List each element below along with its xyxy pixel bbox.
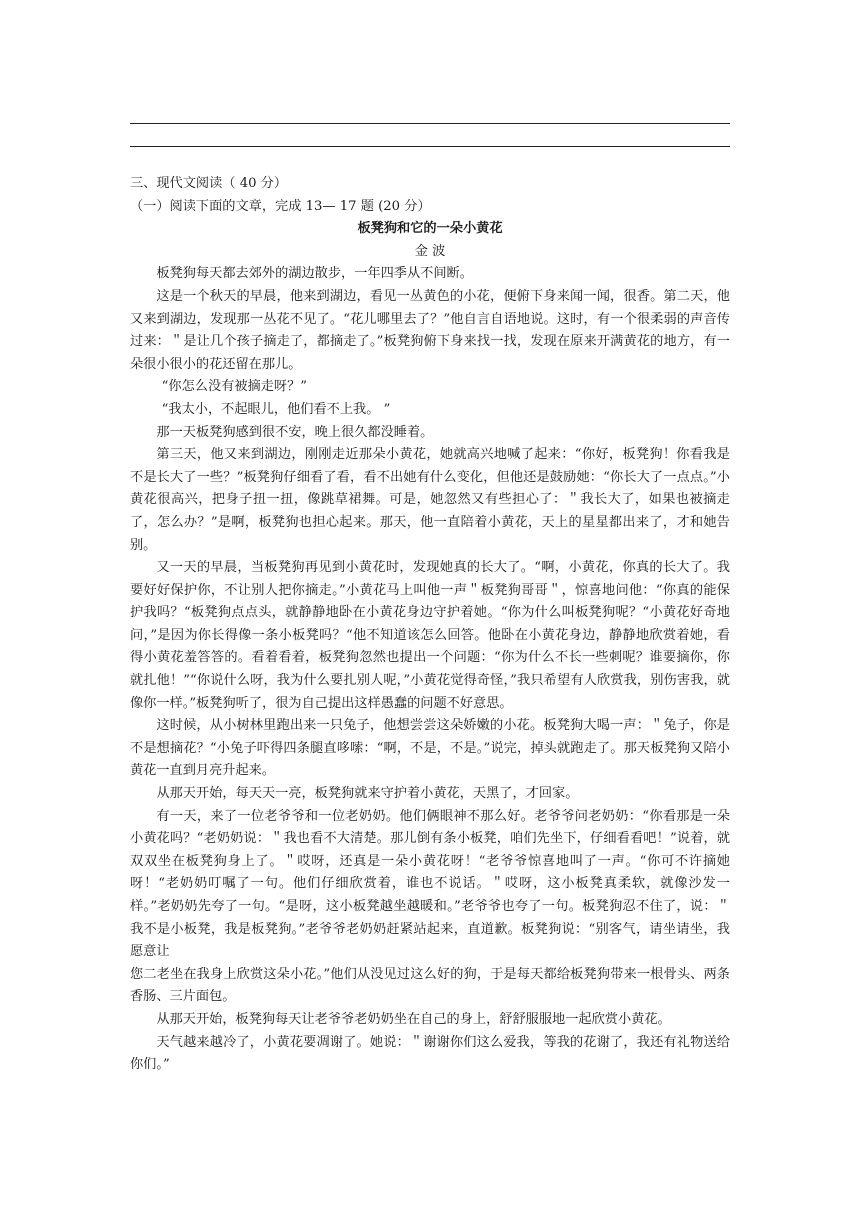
paragraph: 这时候，从小树林里跑出来一只兔子，他想尝尝这朵娇嫩的小花。板凳狗大喝一声：＂兔子，你是不是想摘花？“小兔子吓得四条腿直哆嗦：“啊，不是，不是。”说完，掉头就跑走了。那天板凳狗又陪小黄花一直到月亮升起来。	[130, 718, 730, 779]
question-instruction: （一）阅读下面的文章，完成 13— 17 题 (20 分）	[130, 198, 431, 214]
section-heading: 三、现代文阅读（ 40 分）	[130, 176, 288, 191]
paragraph: 那一天板凳狗感到很不安，晚上很久都没睡着。	[156, 424, 434, 440]
paragraph: 您二老坐在我身上欣赏这朵小花。”他们从没见过这么好的狗，于是每天都给板凳狗带来一根骨头、两条香肠、三片面包。	[130, 966, 730, 1005]
paragraph: “你怎么没有被摘走呀？”	[161, 379, 308, 395]
paragraph: 板凳狗每天都去郊外的湖边散步，一年四季从不间断。	[156, 266, 473, 282]
paragraph: 第三天，他又来到湖边，刚刚走近那朵小黄花，她就高兴地喊了起来：“你好，板凳狗！你看我是不是长大了一些？”板凳狗仔细看了看，看不出她有什么变化，但他还是鼓励她：“你长大了一点点。”小黄花很高兴，把身子扭一扭，像跳草裙舞。可是，她忽然又有些担心了：＂我长大了，如果也被摘走了，怎么办？”是啊，板凳狗也担心起来。那天，他一直陪着小黄花，天上的星星都出来了，才和她告别。	[130, 447, 730, 553]
paragraph: 从那天开始，每天天一亮，板凳狗就来守护着小黄花，天黑了，才回家。	[156, 786, 579, 802]
paragraph: 从那天开始，板凳狗每天让老爷爷老奶奶坐在自己的身上，舒舒服服地一起欣赏小黄花。	[156, 1011, 671, 1027]
paragraph: 这是一个秋天的早晨，他来到湖边，看见一丛黄色的小花，便俯下身来闻一闻，很香。第二天，他又来到湖边，发现那一丛花不见了。“花儿哪里去了？”他自言自语地说。这时，有一个很柔弱的声音传过来：＂是让几个孩子摘走了，都摘走了。”板凳狗俯下身来找一找，发现在原来开满黄花的地方，有一朵很小很小的花还留在那儿。	[130, 288, 730, 372]
article-title: 板凳狗和它的一朵小黄花	[357, 221, 503, 237]
answer-line	[130, 146, 730, 147]
paragraph: 天气越来越冷了，小黄花要凋谢了。她说：＂谢谢你们这么爱我，等我的花谢了，我还有礼物送给你们。”	[130, 1034, 730, 1073]
paragraph: 又一天的早晨，当板凳狗再见到小黄花时，发现她真的长大了。“啊，小黄花，你真的长大了。我要好好保护你，不让别人把你摘走。”小黄花马上叫他一声＂板凳狗哥哥＂，惊喜地问他：“你真的能保护我吗？“板凳狗点点头，就静静地卧在小黄花身边守护着她。“你为什么叫板凳狗呢？“小黄花好奇地问，”是因为你长得像一条小板凳吗？“他不知道该怎么回答。他卧在小黄花身边，静静地欣赏着她，看得小黄花羞答答的。看着看着，板凳狗忽然也提出一个问题：“你为什么不长一些刺呢？谁要摘你，你就扎他！”“你说什么呀，我为什么要扎别人呢，”小黄花觉得奇怪，”我只希望有人欣赏我，别伤害我，就像你一样。”板凳狗听了，很为自己提出这样愚蠢的问题不好意思。	[130, 560, 730, 711]
reading-section	[130, 173, 730, 1077]
article-author: 金 波	[414, 243, 446, 259]
paragraph: 有一天，来了一位老爷爷和一位老奶奶。他们俩眼神不那么好。老爷爷问老奶奶：“你看那是一朵小黄花吗？“老奶奶说：＂我也看不大清楚。那儿倒有条小板凳，咱们先坐下，仔细看看吧！”说着，就双双坐在板凳狗身上了。＂哎呀，还真是一朵小黄花呀！“老爷爷惊喜地叫了一声。“你可不许摘她呀！“老奶奶叮嘱了一句。他们仔细欣赏着，谁也不说话。＂哎呀，这小板凳真柔软，就像沙发一样。”老奶奶先夸了一句。“是呀，这小板凳越坐越暖和。”老爷爷也夸了一句。板凳狗忍不住了，说：＂我不是小板凳，我是板凳狗。”老爷爷老奶奶赶紧站起来，直道歉。板凳狗说：“别客气，请坐请坐，我愿意让	[130, 808, 730, 960]
answer-line	[130, 123, 730, 124]
paragraph: “我太小，不起眼儿，他们看不上我。 ”	[161, 401, 391, 417]
